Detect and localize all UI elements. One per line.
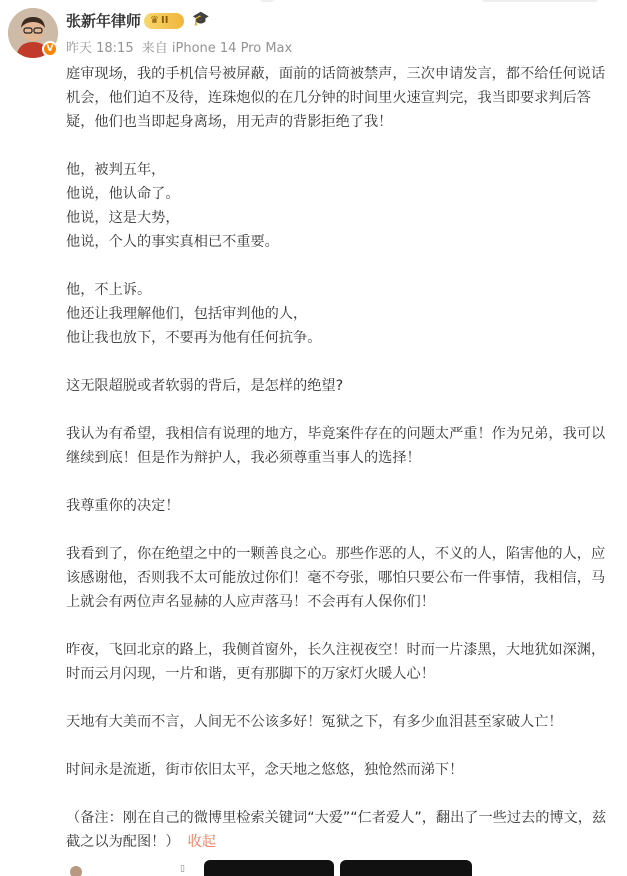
paragraph-gap <box>66 398 614 422</box>
graduation-cap-icon[interactable]: 🎓 <box>192 11 210 27</box>
level-badge[interactable] <box>144 13 184 29</box>
crown-level-icon: ♛ <box>150 15 159 26</box>
phone-icon: ▯ <box>180 864 185 874</box>
post-header <box>8 8 620 58</box>
post-note <box>66 806 614 854</box>
paragraph-gap <box>66 254 614 278</box>
post-paragraph: 我看到了，你在绝望之中的一颗善良之心。那些作恶的人，不义的人，陷害他的人，应该感谢他，否则我不太可能放过你们！毫不夸张，哪怕只要公布一件事情，我相信，马上就会有两位声名显赫的人应声落马！不会再有人保你们！ <box>66 546 606 610</box>
level-text: II <box>160 15 169 26</box>
thumbnail-3[interactable] <box>340 860 472 876</box>
note-text: （备注：刚在自己的微博里检索关键词“大爱”“仁者爱人”，翻出了一些过去的博文，兹截之以为配图！） <box>66 810 607 850</box>
post-paragraph: 我尊重你的决定！ <box>66 498 180 514</box>
paragraph-gap <box>66 350 614 374</box>
post-paragraph: 这无限超脱或者软弱的背后，是怎样的绝望? <box>66 378 344 394</box>
post-content <box>66 62 614 854</box>
author-name[interactable]: 张新年律师 <box>66 12 142 30</box>
top-strip <box>0 0 627 4</box>
paragraph-gap <box>66 518 614 542</box>
post-source: 来自 iPhone 14 Pro Max <box>141 41 293 56</box>
top-chip <box>258 0 276 2</box>
post-paragraph: 他，被判五年， <box>66 162 166 178</box>
post-meta <box>66 37 296 56</box>
post-paragraph: 他，不上诉。 <box>66 282 152 298</box>
image-thumbnails <box>66 858 626 876</box>
paragraph-gap <box>66 470 614 494</box>
paragraph-gap <box>66 134 614 158</box>
post-paragraph: 庭审现场，我的手机信号被屏蔽，面前的话筒被禁声，三次申请发言，都不给任何说话机会，他们迫不及待，连珠炮似的在几分钟的时间里火速宣判完，我当即要求判后答疑，他们也当即起身离场，用无声的背影拒绝了我！ <box>66 66 606 130</box>
post-paragraph: 他还让我理解他们，包括审判他的人， <box>66 306 308 322</box>
paragraph-gap <box>66 614 614 638</box>
thumbnail-1[interactable] <box>66 860 194 876</box>
mini-avatar <box>70 866 82 876</box>
post-paragraph: 天地有大美而不言，人间无不公该多好！冤狱之下，有多少血泪甚至家破人亡！ <box>66 714 563 730</box>
paragraph-gap <box>66 734 614 758</box>
post-paragraph: 他说，个人的事实真相已不重要。 <box>66 234 279 250</box>
post-time[interactable]: 昨天 18:15 <box>66 41 134 56</box>
paragraph-gap <box>66 782 614 806</box>
post-paragraph: 时间永是流逝，街市依旧太平，念天地之悠悠，独怆然而涕下！ <box>66 762 464 778</box>
verified-v-icon: V <box>42 41 58 57</box>
thumbnail-2[interactable] <box>204 860 334 876</box>
post-paragraph: 他让我也放下，不要再为他有任何抗争。 <box>66 330 322 346</box>
post-paragraph: 他说，他认命了。 <box>66 186 180 202</box>
post-paragraph: 昨夜，飞回北京的路上，我侧首窗外，长久注视夜空！时而一片漆黑，大地犹如深渊，时而云月闪现，一片和谐，更有那脚下的万家灯火暖人心！ <box>66 642 606 682</box>
collapse-link[interactable]: 收起 <box>187 834 216 850</box>
paragraph-gap <box>66 686 614 710</box>
top-chip <box>480 0 600 2</box>
post-paragraph: 他说，这是大势， <box>66 210 180 226</box>
post-paragraph: 我认为有希望，我相信有说理的地方，毕竟案件存在的问题太严重！作为兄弟，我可以继续到底！但是作为辩护人，我必须尊重当事人的选择！ <box>66 426 606 466</box>
